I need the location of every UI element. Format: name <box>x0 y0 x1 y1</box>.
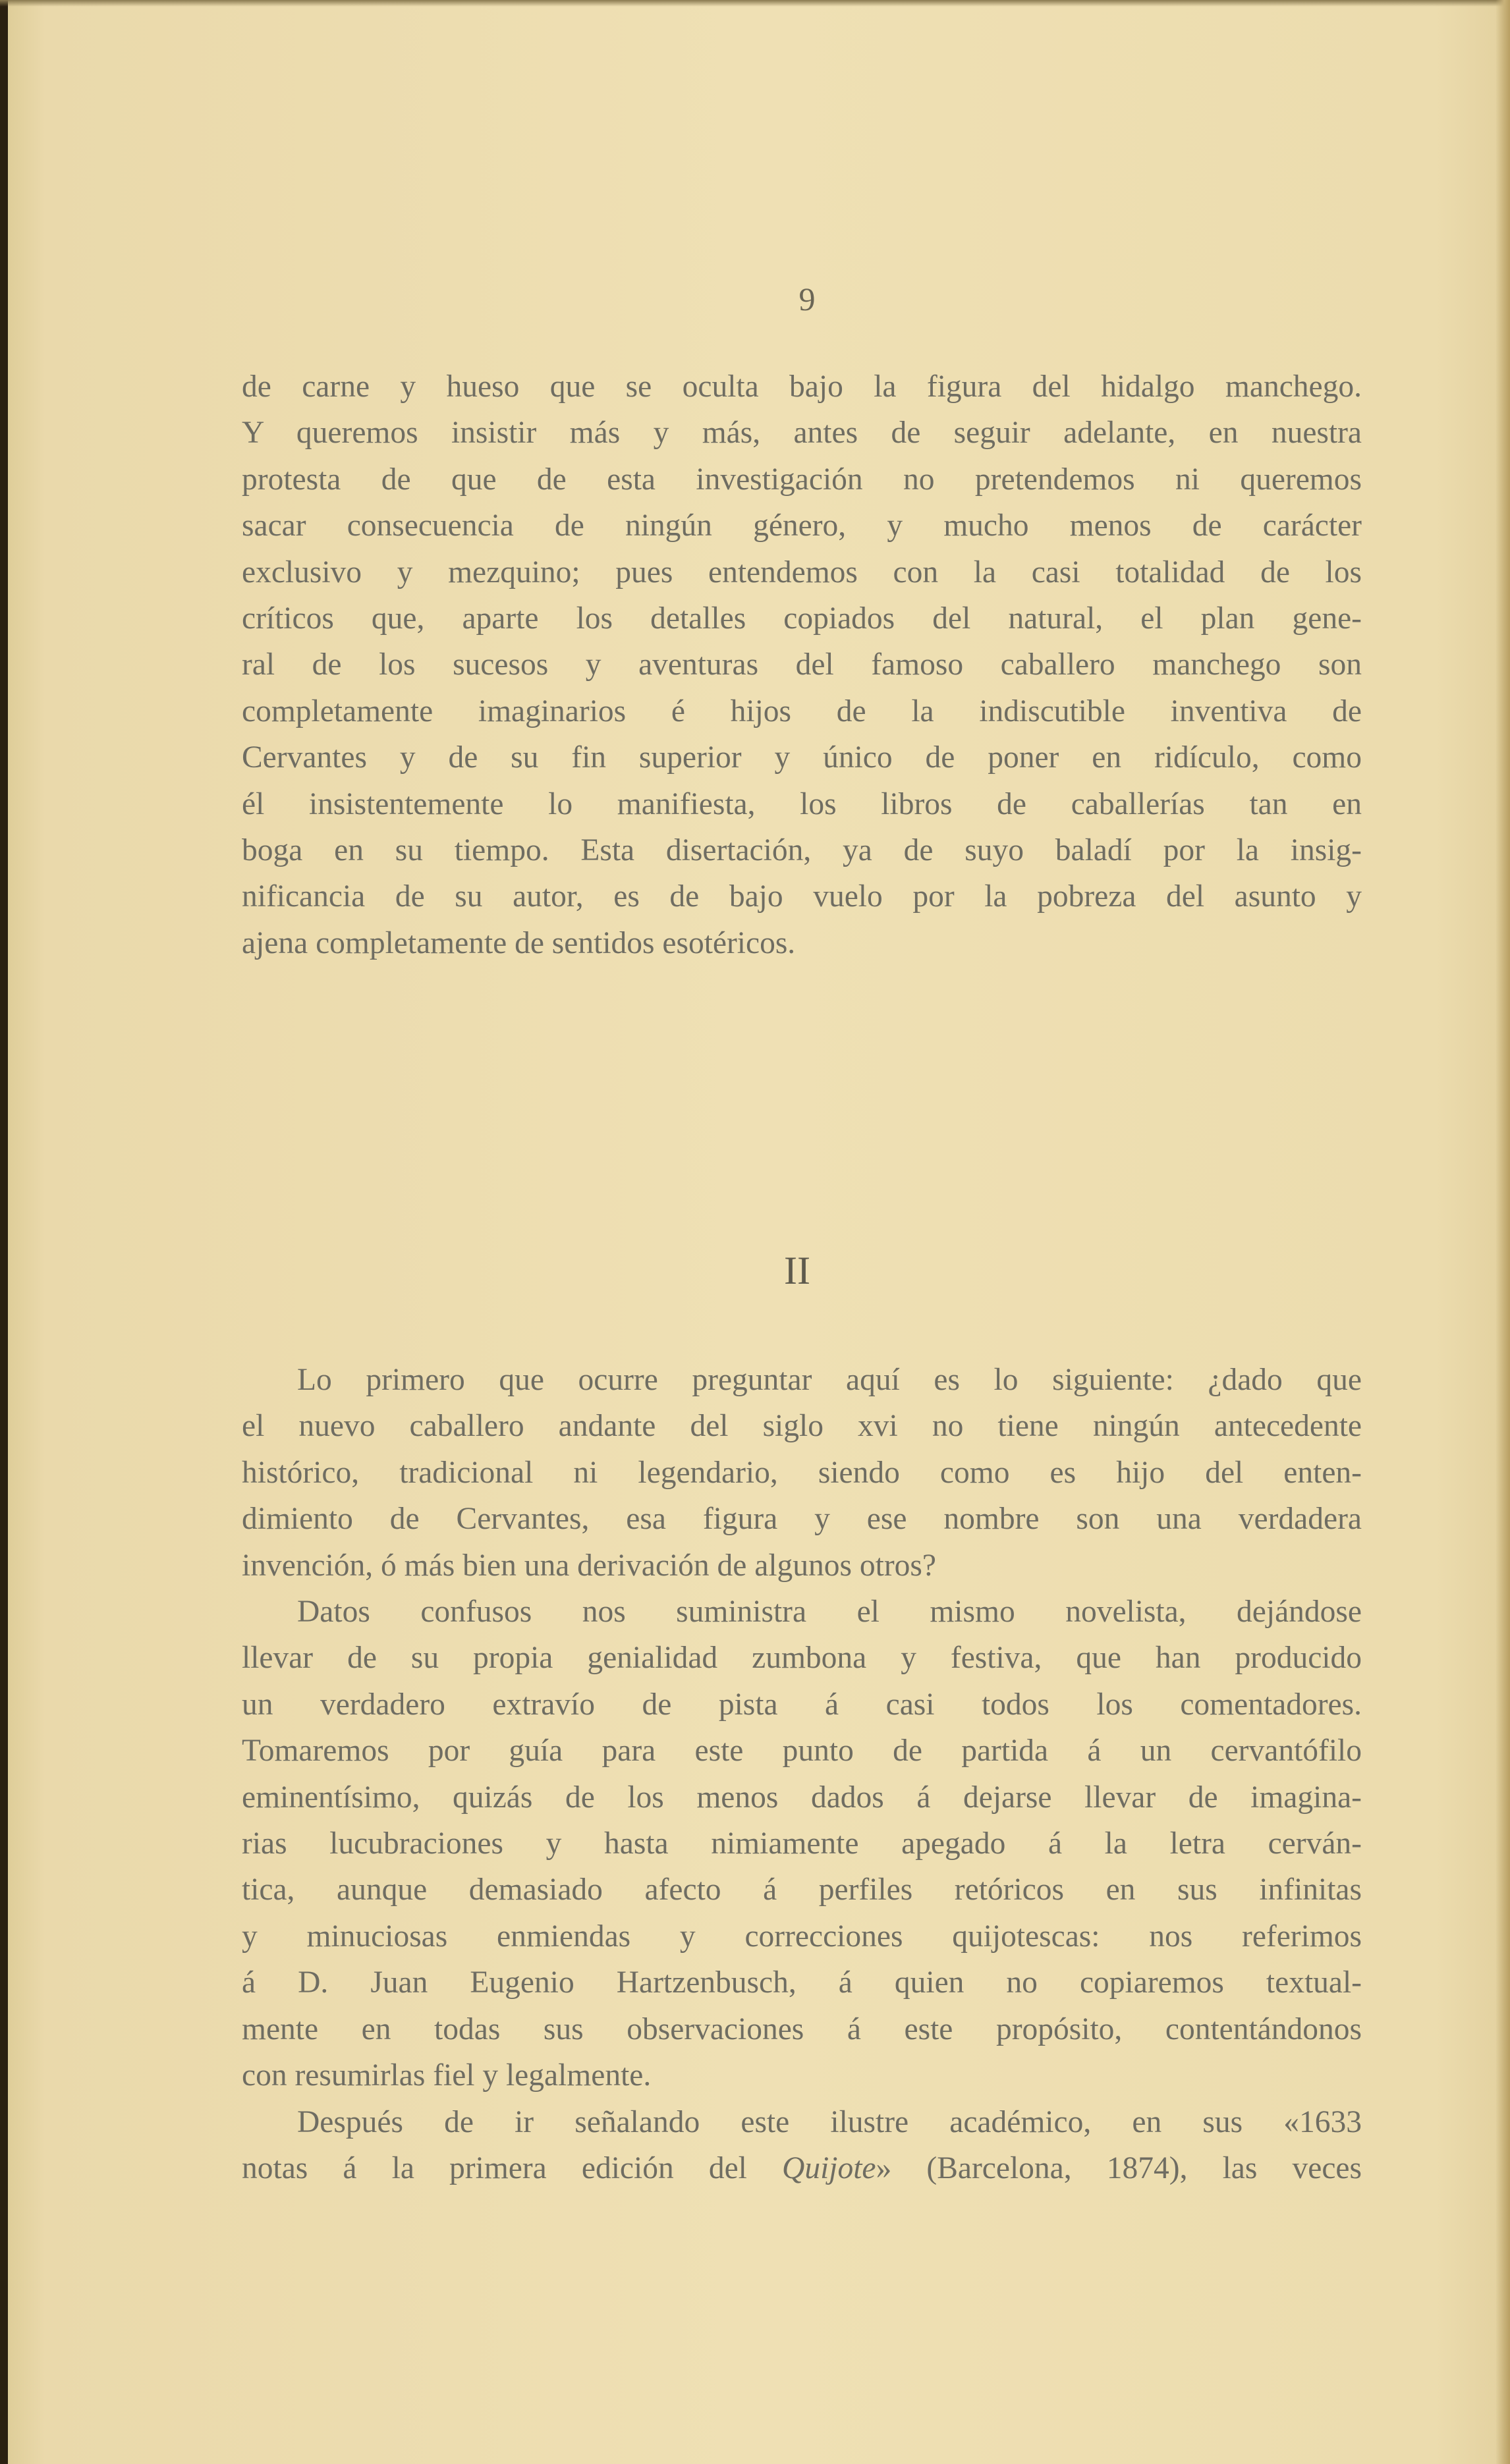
page-number: 9 <box>798 281 816 317</box>
section-heading: II <box>784 1249 810 1292</box>
text-line: histórico, tradicional ni legendario, siendo como es hijo del enten- <box>242 1455 1362 1490</box>
page-fore-edge <box>1496 0 1510 2464</box>
text-line: con resumirlas fiel y legalmente. <box>242 2058 652 2093</box>
text-line: dimiento de Cervantes, esa figura y ese nombre son una verdadera <box>242 1502 1362 1537</box>
text-line: sacar consecuencia de ningún género, y mucho menos de carácter <box>242 508 1362 543</box>
binding-edge <box>0 0 8 2464</box>
text-line: llevar de su propia genialidad zumbona y festiva, que han producido <box>242 1641 1362 1676</box>
text-line: exclusivo y mezquino; pues entendemos con la casi totalidad de los <box>242 555 1362 589</box>
text-line: tica, aunque demasiado afecto á perfiles retóricos en sus infinitas <box>242 1873 1362 1907</box>
text-line: Después de ir señalando este ilustre académico, en sus «1633 <box>297 2104 1362 2139</box>
text-line: un verdadero extravío de pista á casi todos los comentadores. <box>242 1687 1362 1722</box>
text-line: boga en su tiempo. Esta disertación, ya de suyo baladí por la insig- <box>242 833 1362 868</box>
text-fragment: notas á la primera edición del <box>242 2150 783 2185</box>
text-line: ral de los sucesos y aventuras del famoso caballero manchego son <box>242 647 1362 682</box>
text-line: completamente imaginarios é hijos de la indiscutible inventiva de <box>242 694 1362 728</box>
text-line: eminentísimo, quizás de los menos dados á dejarse llevar de imagina- <box>242 1780 1362 1815</box>
text-fragment: » (Barcelona, 1874), las veces <box>876 2150 1362 2185</box>
text-line: protesta de que de esta investigación no pretendemos ni queremos <box>242 462 1362 497</box>
text-line: rias lucubraciones y hasta nimiamente apegado á la letra cerván- <box>242 1826 1362 1861</box>
text-line: Tomaremos por guía para este punto de partida á un cervantófilo <box>242 1734 1362 1768</box>
text-line: nificancia de su autor, es de bajo vuelo por la pobreza del asunto y <box>242 879 1362 914</box>
text-line: críticos que, aparte los detalles copiados del natural, el plan gene- <box>242 601 1362 636</box>
section-body <box>242 1357 1362 2191</box>
text-line: Y queremos insistir más y más, antes de seguir adelante, en nuestra <box>242 416 1362 451</box>
text-line: mente en todas sus observaciones á este propósito, contentándonos <box>242 2012 1362 2046</box>
text-line: él insistentemente lo manifiesta, los libros de caballerías tan en <box>242 786 1362 821</box>
text-line: Lo primero que ocurre preguntar aquí es lo siguiente: ¿dado que <box>297 1363 1362 1397</box>
text-line: y minuciosas enmiendas y correcciones quijotescas: nos referimos <box>242 1919 1362 1954</box>
text-line: invención, ó más bien una derivación de algunos otros? <box>242 1548 936 1583</box>
text-line: ajena completamente de sentidos esotéricos. <box>242 925 796 960</box>
text-line: á D. Juan Eugenio Hartzenbusch, á quien no copiaremos textual- <box>242 1965 1362 2000</box>
page-top-edge <box>0 0 1510 7</box>
text-line <box>242 2145 1362 2191</box>
paragraph-continuation <box>242 364 1362 966</box>
text-line: de carne y hueso que se oculta bajo la figura del hidalgo manchego. <box>242 370 1362 404</box>
text-line: el nuevo caballero andante del siglo xvi no tiene ningún antecedente <box>242 1409 1362 1444</box>
book-title-italic: Quijote <box>782 2150 876 2185</box>
text-line: Datos confusos nos suministra el mismo novelista, dejándose <box>297 1595 1362 1629</box>
text-line: Cervantes y de su fin superior y único de poner en ridículo, como <box>242 740 1362 775</box>
